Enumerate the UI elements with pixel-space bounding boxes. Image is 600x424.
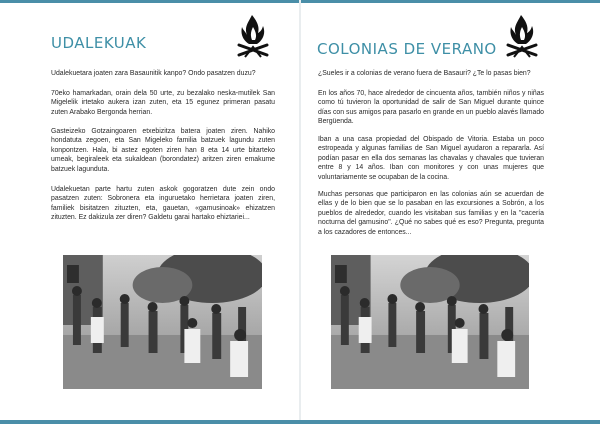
page-title: UDALEKUAK (51, 34, 147, 52)
children-dancing-photo (331, 255, 529, 389)
campfire-logo-icon (235, 11, 271, 59)
paragraph: Iban a una casa propiedad del Obispado de Vitoria. Estaba un poco estropeada y algunas familias de San Miguel ayudaron a repararla. Así podían pasar en ella dos semanas las chavalas y chavales que tuvieran entre 8 y 14 años. Iban con monitores y con unas mujeres que voluntariamente se ocupaban de la cocina. (318, 136, 544, 181)
children-dancing-photo (63, 255, 262, 389)
paragraph: 70eko hamarkadan, orain dela 50 urte, zu bezalako neska-mutilek San Migelelik irtetako aukera izan zuten, eta 15 egunez primeran pasatu zuten Arabako Bergonda herrian. (51, 90, 275, 116)
body-text (318, 135, 544, 182)
paragraph: En los años 70, hace alrededor de cincuenta años, también niños y niñas como tú tuvieron la oportunidad de salir de San Miguel durante quince días con sus amigos para pasarlo en grande en un pueblo alavés llamado Bergüenda. (318, 90, 544, 126)
body-text (51, 89, 275, 117)
paragraph: Muchas personas que participaron en las colonias aún se acuerdan de ellas y de lo bien que se lo pasaban en las excursiones a Sobrón, a los pueblos de alrededor, cuando les visitaban sus familias y en la "cacería nocturna del gamusino". ¿Qué no sabes qué es eso? Pregunta, pregunta a los cazadores de entonces... (318, 191, 544, 236)
body-text (51, 69, 275, 78)
body-text (318, 69, 544, 78)
paragraph: Gasteizeko Gotzaingoaren etxebizitza batera joaten ziren. Nahiko hondatuta zegoen, eta San Migeleko familia batzuek lagundu zuten konpontzen. Hala, bi astez egoten ziren han 8 eta 14 urte bitarteko umeak, begiraleek eta sukaldean (borondatez) aritzen ziren emakume batzuek lagunduta. (51, 128, 275, 173)
right-page (301, 3, 600, 420)
body-text (318, 89, 544, 127)
body-text (318, 190, 544, 237)
body-text (51, 185, 275, 223)
bottom-accent-bar (0, 420, 600, 424)
paragraph: Udalekuetara joaten zara Basaunitik kanpo? Ondo pasatzen duzu? (51, 70, 256, 77)
paragraph: Udalekuetan parte hartu zuten askok gogoratzen dute zein ondo pasatzen zuten: Sobronera eta inguruetako herrietara joaten ziren, familiek bisitatzen zituzten, eta, gauetan, «gamusinoak» ehizatzen zituzten. Ez dakizula zer diren? Galdetu garai hartako ehiztariei... (51, 186, 275, 222)
left-page (0, 3, 299, 420)
campfire-logo-icon (504, 11, 540, 59)
body-text (51, 127, 275, 174)
paragraph: ¿Sueles ir a colonias de verano fuera de Basauri? ¿Te lo pasas bien? (318, 70, 531, 77)
page-title: COLONIAS DE VERANO (317, 40, 497, 58)
